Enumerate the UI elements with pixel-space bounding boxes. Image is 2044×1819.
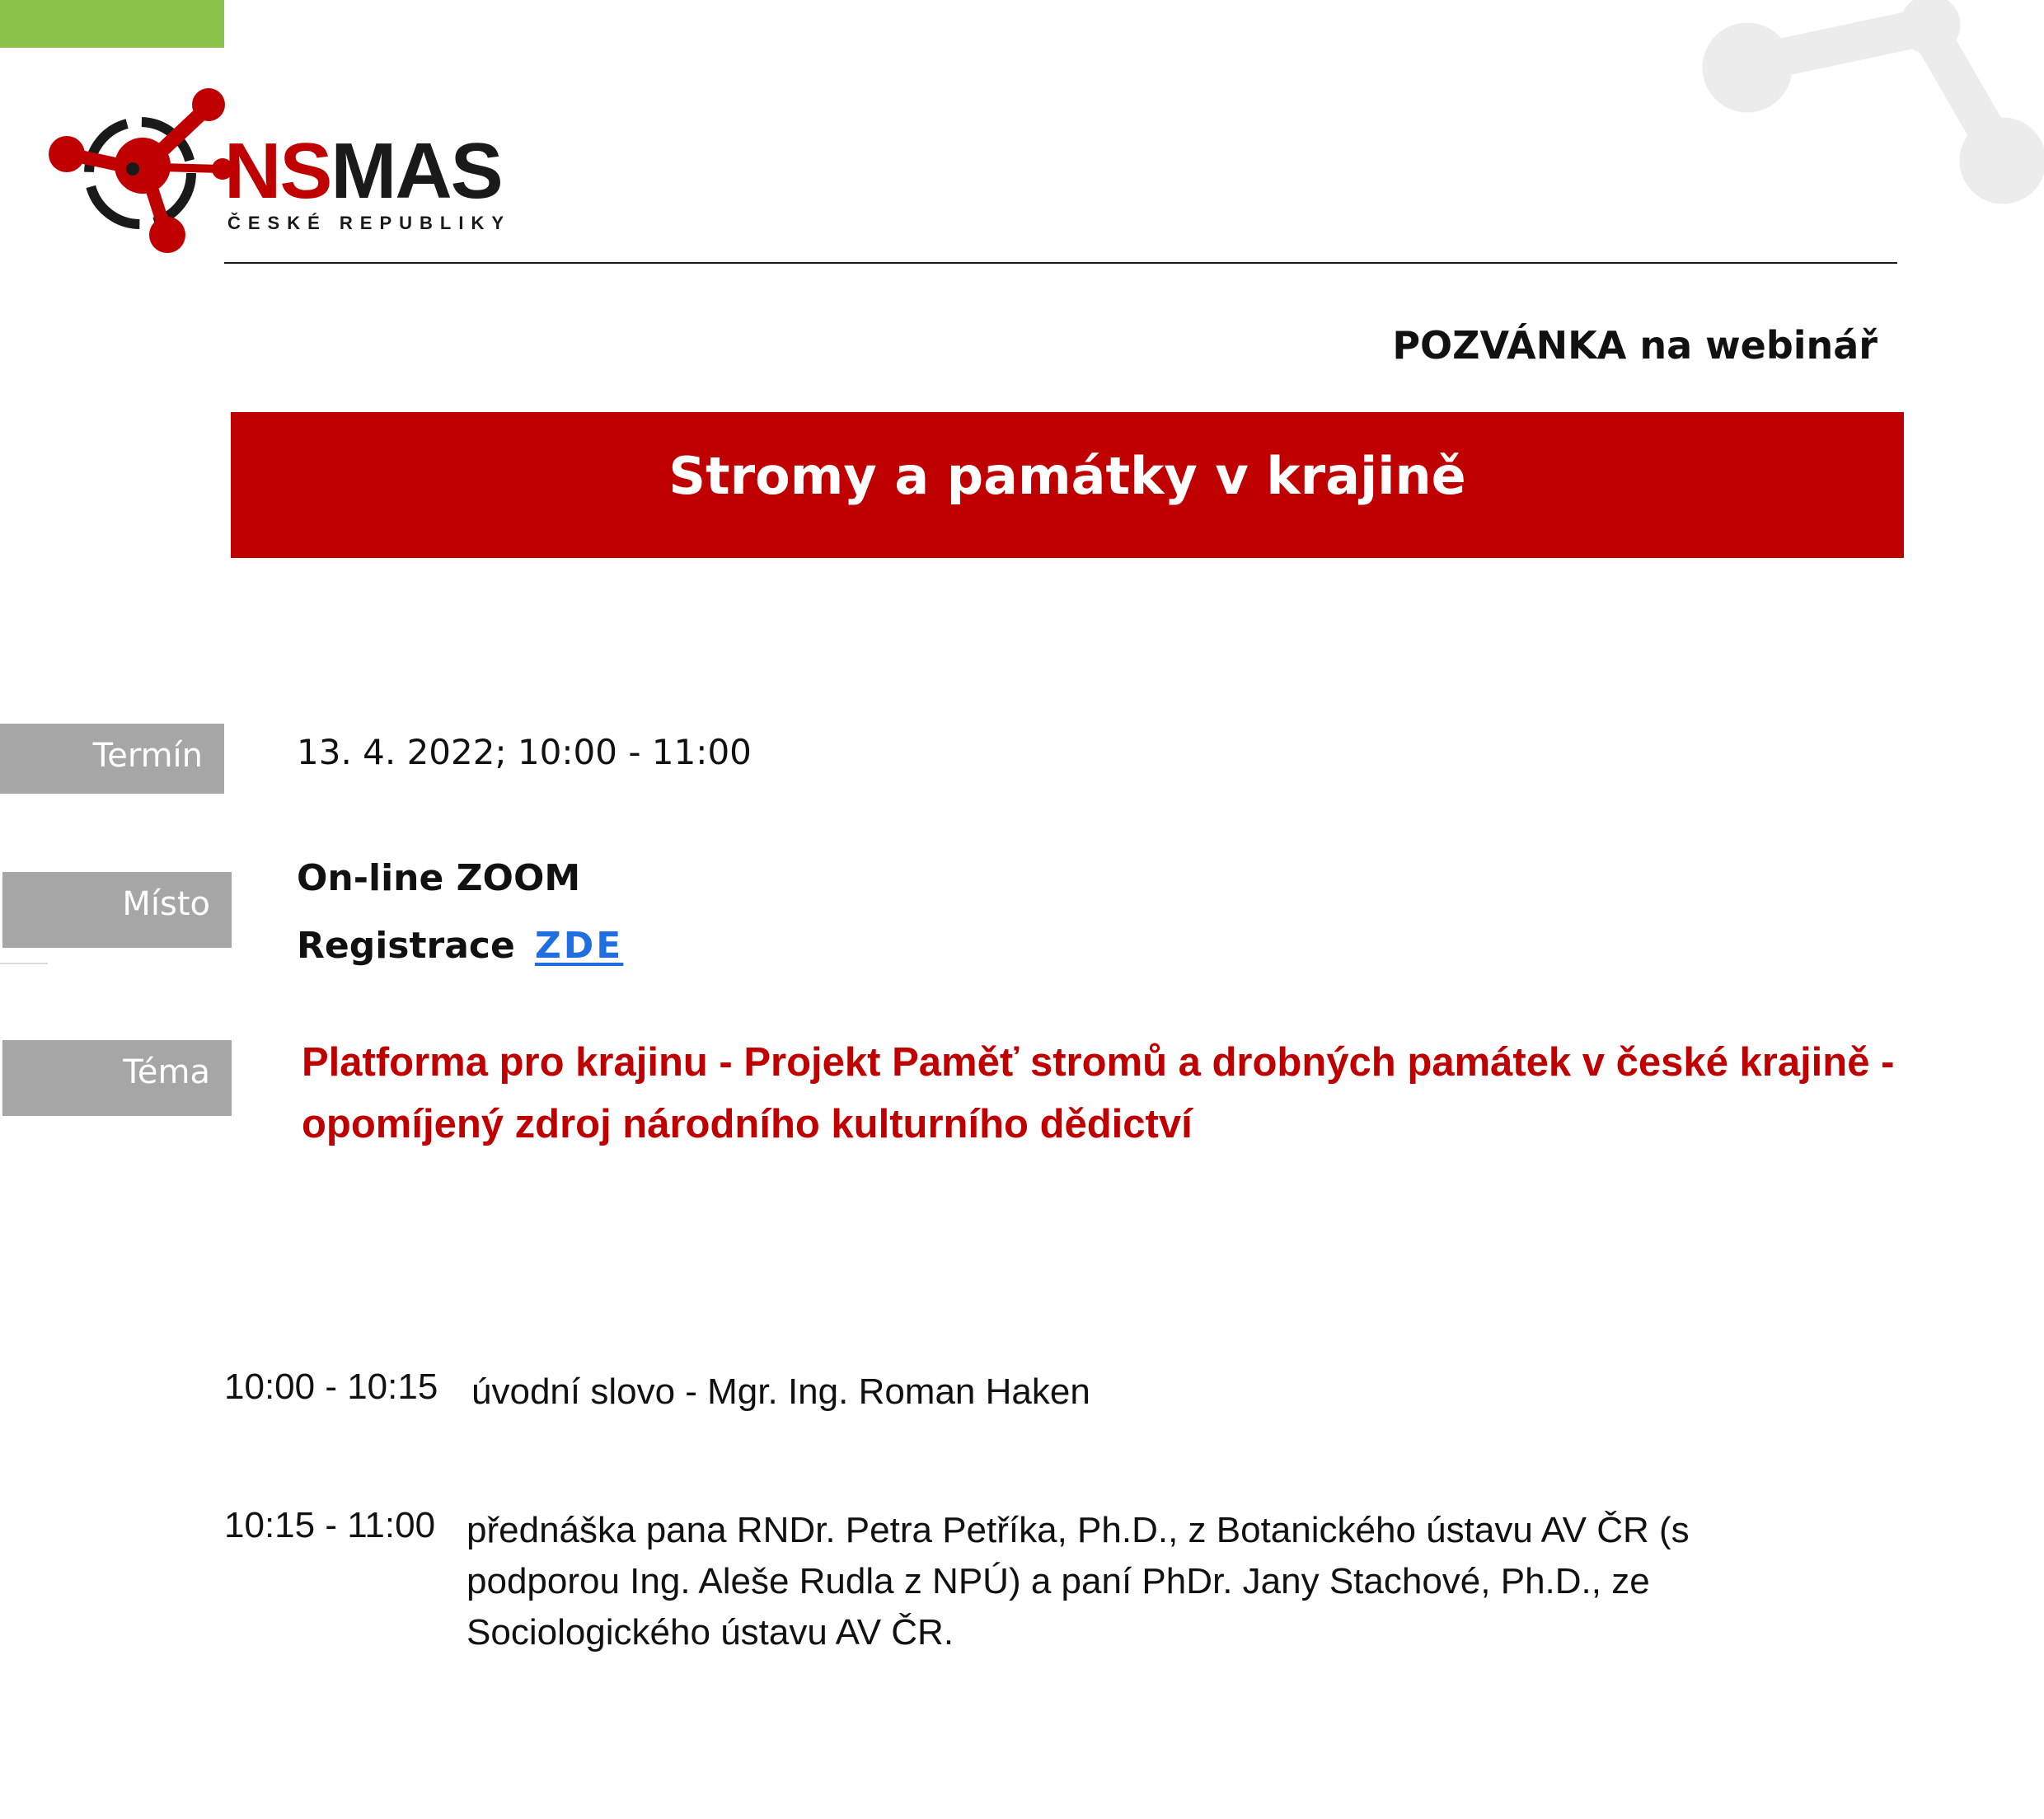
program-time: 10:00 - 10:15 [224,1367,438,1407]
nsmas-logo-icon [45,87,235,260]
logo-subtitle: ČESKÉ REPUBLIKY [227,213,512,233]
program-description: úvodní slovo - Mgr. Ing. Roman Haken [471,1371,1090,1412]
termin-label-box [0,724,224,794]
title-banner [231,412,1904,558]
invitation-label: POZVÁNKA na webinář [1392,323,1878,368]
logo-wordmark [224,127,502,215]
decorative-stub-line [0,963,48,964]
logo-mas: MAS [331,127,502,215]
misto-place: On-line ZOOM [297,857,581,899]
misto-label: Místo [122,885,210,923]
tema-text: Platforma pro krajinu - Projekt Paměť stromů a drobných památek v české krajině - opomíjený zdroj národního kulturního dědictví [302,1040,1895,1146]
webinar-title: Stromy a památky v krajině [668,446,1466,506]
program-time: 10:15 - 11:00 [224,1505,436,1545]
misto-label-box [2,872,232,948]
header-divider [224,262,1897,264]
top-accent-bar [0,0,224,48]
termin-value: 13. 4. 2022; 10:00 - 11:00 [297,732,752,772]
tema-label-box [2,1040,232,1116]
background-molecule-graphic [1665,0,2044,214]
termin-label: Termín [92,737,203,775]
tema-label: Téma [123,1053,210,1091]
program-description: přednáška pana RNDr. Petra Petříka, Ph.D., z Botanického ústavu AV ČR (s podporou Ing. Aleše Rudla z NPÚ) a paní PhDr. Jany Stachové, Ph.D., ze Sociologického ústavu AV ČR. [466,1510,1690,1653]
logo-ns: NS [224,127,331,215]
registration-label: Registrace [297,925,515,967]
registration-row [297,925,623,967]
registration-link[interactable]: ZDE [534,925,624,967]
